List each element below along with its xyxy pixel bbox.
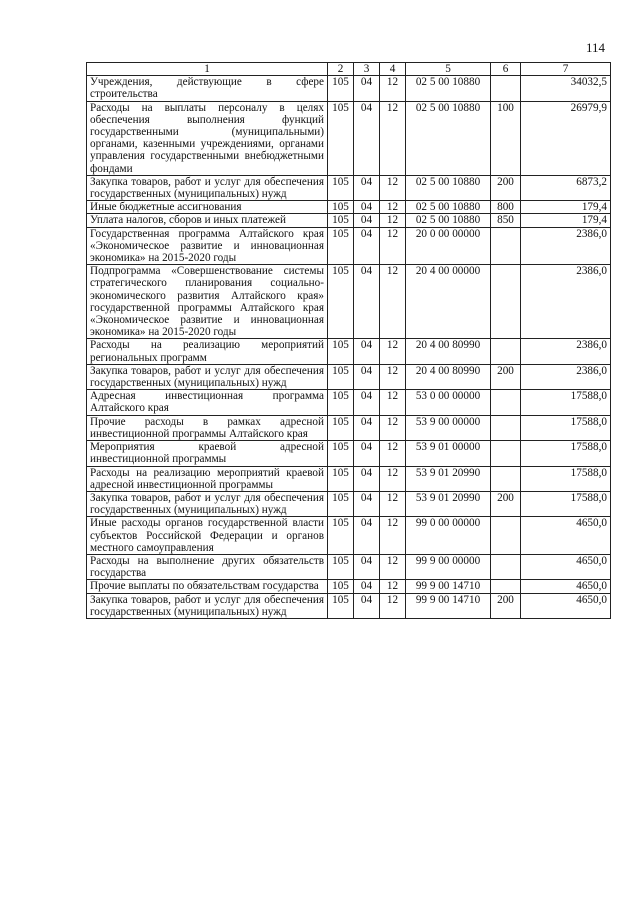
table-row [87, 214, 611, 227]
row-code-4: 12 [380, 76, 406, 101]
row-name: Расходы на реализацию мероприятий региональных программ [87, 339, 328, 364]
row-amount: 2386,0 [521, 265, 611, 339]
row-code-2: 105 [328, 227, 354, 265]
row-code-5: 20 4 00 00000 [406, 265, 491, 339]
row-amount: 34032,5 [521, 76, 611, 101]
table-row [87, 76, 611, 101]
row-code-5: 53 9 01 20990 [406, 491, 491, 516]
row-amount: 6873,2 [521, 175, 611, 200]
row-amount: 4650,0 [521, 593, 611, 618]
row-name: Прочие расходы в рамках адресной инвестиционной программы Алтайского края [87, 415, 328, 440]
table-row [87, 201, 611, 214]
row-amount: 17588,0 [521, 441, 611, 466]
row-code-3: 04 [354, 491, 380, 516]
header-row [87, 63, 611, 76]
row-code-4: 12 [380, 517, 406, 555]
row-name: Прочие выплаты по обязательствам государства [87, 580, 328, 593]
row-code-3: 04 [354, 214, 380, 227]
table-row [87, 441, 611, 466]
row-code-3: 04 [354, 390, 380, 415]
row-name: Закупка товаров, работ и услуг для обеспечения государственных (муниципальных) нужд [87, 491, 328, 516]
table-row [87, 593, 611, 618]
row-code-4: 12 [380, 580, 406, 593]
row-code-2: 105 [328, 580, 354, 593]
budget-table [86, 62, 611, 619]
row-code-6 [491, 580, 521, 593]
row-code-6: 200 [491, 364, 521, 389]
table-row [87, 390, 611, 415]
column-header: 5 [406, 63, 491, 76]
row-code-4: 12 [380, 390, 406, 415]
table-row [87, 580, 611, 593]
table-row [87, 364, 611, 389]
row-code-6 [491, 517, 521, 555]
row-code-5: 99 0 00 00000 [406, 517, 491, 555]
row-code-5: 20 4 00 80990 [406, 364, 491, 389]
column-header: 4 [380, 63, 406, 76]
row-code-3: 04 [354, 201, 380, 214]
row-code-2: 105 [328, 265, 354, 339]
row-code-4: 12 [380, 214, 406, 227]
row-code-4: 12 [380, 339, 406, 364]
row-code-4: 12 [380, 554, 406, 579]
row-amount: 4650,0 [521, 554, 611, 579]
row-code-2: 105 [328, 201, 354, 214]
row-code-4: 12 [380, 415, 406, 440]
table-row [87, 517, 611, 555]
table-row [87, 554, 611, 579]
row-code-2: 105 [328, 101, 354, 175]
row-amount: 26979,9 [521, 101, 611, 175]
row-name: Закупка товаров, работ и услуг для обеспечения государственных (муниципальных) нужд [87, 175, 328, 200]
row-name: Расходы на выплаты персоналу в целях обеспечения выполнения функций государственными (муниципальными) органами, казенными учреждениями, органами управления государственными внебюджетными фондами [87, 101, 328, 175]
table-row [87, 101, 611, 175]
row-code-5: 02 5 00 10880 [406, 101, 491, 175]
row-code-3: 04 [354, 76, 380, 101]
row-amount: 179,4 [521, 201, 611, 214]
row-code-5: 99 9 00 14710 [406, 580, 491, 593]
row-code-3: 04 [354, 364, 380, 389]
row-code-4: 12 [380, 364, 406, 389]
row-name: Государственная программа Алтайского края «Экономическое развитие и инновационная экономика» на 2015-2020 годы [87, 227, 328, 265]
row-name: Иные бюджетные ассигнования [87, 201, 328, 214]
row-code-4: 12 [380, 491, 406, 516]
row-code-3: 04 [354, 466, 380, 491]
row-code-2: 105 [328, 76, 354, 101]
row-name: Иные расходы органов государственной власти субъектов Российской Федерации и органов местного самоуправления [87, 517, 328, 555]
row-code-5: 53 9 00 00000 [406, 415, 491, 440]
row-code-3: 04 [354, 265, 380, 339]
row-code-2: 105 [328, 339, 354, 364]
row-code-3: 04 [354, 415, 380, 440]
row-code-6 [491, 441, 521, 466]
row-code-4: 12 [380, 441, 406, 466]
row-code-5: 02 5 00 10880 [406, 201, 491, 214]
row-code-2: 105 [328, 554, 354, 579]
row-code-4: 12 [380, 466, 406, 491]
row-code-5: 20 0 00 00000 [406, 227, 491, 265]
row-amount: 4650,0 [521, 517, 611, 555]
row-code-2: 105 [328, 593, 354, 618]
row-code-3: 04 [354, 554, 380, 579]
row-amount: 17588,0 [521, 491, 611, 516]
row-code-3: 04 [354, 175, 380, 200]
row-code-3: 04 [354, 101, 380, 175]
row-code-4: 12 [380, 265, 406, 339]
row-name: Закупка товаров, работ и услуг для обеспечения государственных (муниципальных) нужд [87, 364, 328, 389]
table-row [87, 339, 611, 364]
row-amount: 2386,0 [521, 227, 611, 265]
row-amount: 2386,0 [521, 339, 611, 364]
row-name: Учреждения, действующие в сфере строительства [87, 76, 328, 101]
row-code-4: 12 [380, 227, 406, 265]
row-amount: 2386,0 [521, 364, 611, 389]
row-code-2: 105 [328, 390, 354, 415]
row-code-5: 99 9 00 00000 [406, 554, 491, 579]
row-code-2: 105 [328, 175, 354, 200]
row-code-2: 105 [328, 491, 354, 516]
row-code-6: 800 [491, 201, 521, 214]
row-code-5: 99 9 00 14710 [406, 593, 491, 618]
column-header: 1 [87, 63, 328, 76]
row-code-6 [491, 265, 521, 339]
row-amount: 179,4 [521, 214, 611, 227]
row-code-6 [491, 390, 521, 415]
row-code-5: 02 5 00 10880 [406, 214, 491, 227]
row-name: Расходы на реализацию мероприятий краевой адресной инвестиционной программы [87, 466, 328, 491]
row-code-2: 105 [328, 466, 354, 491]
row-code-4: 12 [380, 175, 406, 200]
row-code-3: 04 [354, 593, 380, 618]
column-header: 2 [328, 63, 354, 76]
row-code-4: 12 [380, 201, 406, 214]
row-code-2: 105 [328, 441, 354, 466]
row-code-5: 02 5 00 10880 [406, 175, 491, 200]
row-name: Уплата налогов, сборов и иных платежей [87, 214, 328, 227]
row-code-2: 105 [328, 364, 354, 389]
row-code-6 [491, 554, 521, 579]
row-code-3: 04 [354, 580, 380, 593]
row-code-4: 12 [380, 101, 406, 175]
row-name: Расходы на выполнение других обязательств государства [87, 554, 328, 579]
row-code-3: 04 [354, 339, 380, 364]
row-code-3: 04 [354, 517, 380, 555]
row-code-2: 105 [328, 214, 354, 227]
row-code-6: 200 [491, 593, 521, 618]
row-code-2: 105 [328, 415, 354, 440]
table-row [87, 265, 611, 339]
table-row [87, 415, 611, 440]
column-header: 3 [354, 63, 380, 76]
row-amount: 17588,0 [521, 390, 611, 415]
row-code-4: 12 [380, 593, 406, 618]
row-amount: 17588,0 [521, 466, 611, 491]
row-code-5: 20 4 00 80990 [406, 339, 491, 364]
row-code-5: 53 9 01 20990 [406, 466, 491, 491]
table-row [87, 491, 611, 516]
row-code-6 [491, 466, 521, 491]
row-code-5: 53 9 01 00000 [406, 441, 491, 466]
row-code-3: 04 [354, 227, 380, 265]
row-name: Мероприятия краевой адресной инвестиционной программы [87, 441, 328, 466]
row-code-6: 850 [491, 214, 521, 227]
page-number: 114 [585, 40, 605, 55]
row-amount: 17588,0 [521, 415, 611, 440]
row-code-6 [491, 415, 521, 440]
row-code-6: 200 [491, 491, 521, 516]
column-header: 6 [491, 63, 521, 76]
table-row [87, 466, 611, 491]
row-code-6: 100 [491, 101, 521, 175]
row-code-6 [491, 76, 521, 101]
row-name: Адресная инвестиционная программа Алтайского края [87, 390, 328, 415]
column-header: 7 [521, 63, 611, 76]
row-code-5: 53 0 00 00000 [406, 390, 491, 415]
row-code-3: 04 [354, 441, 380, 466]
row-code-6 [491, 227, 521, 265]
row-code-2: 105 [328, 517, 354, 555]
row-code-6 [491, 339, 521, 364]
row-name: Подпрограмма «Совершенствование системы стратегического планирования социально-экономического развития Алтайского края» государственной программы Алтайского края «Экономическое развитие и инновационная экономика» на 2015-2020 годы [87, 265, 328, 339]
row-name: Закупка товаров, работ и услуг для обеспечения государственных (муниципальных) нужд [87, 593, 328, 618]
row-code-5: 02 5 00 10880 [406, 76, 491, 101]
row-amount: 4650,0 [521, 580, 611, 593]
row-code-6: 200 [491, 175, 521, 200]
table-row [87, 227, 611, 265]
table-row [87, 175, 611, 200]
